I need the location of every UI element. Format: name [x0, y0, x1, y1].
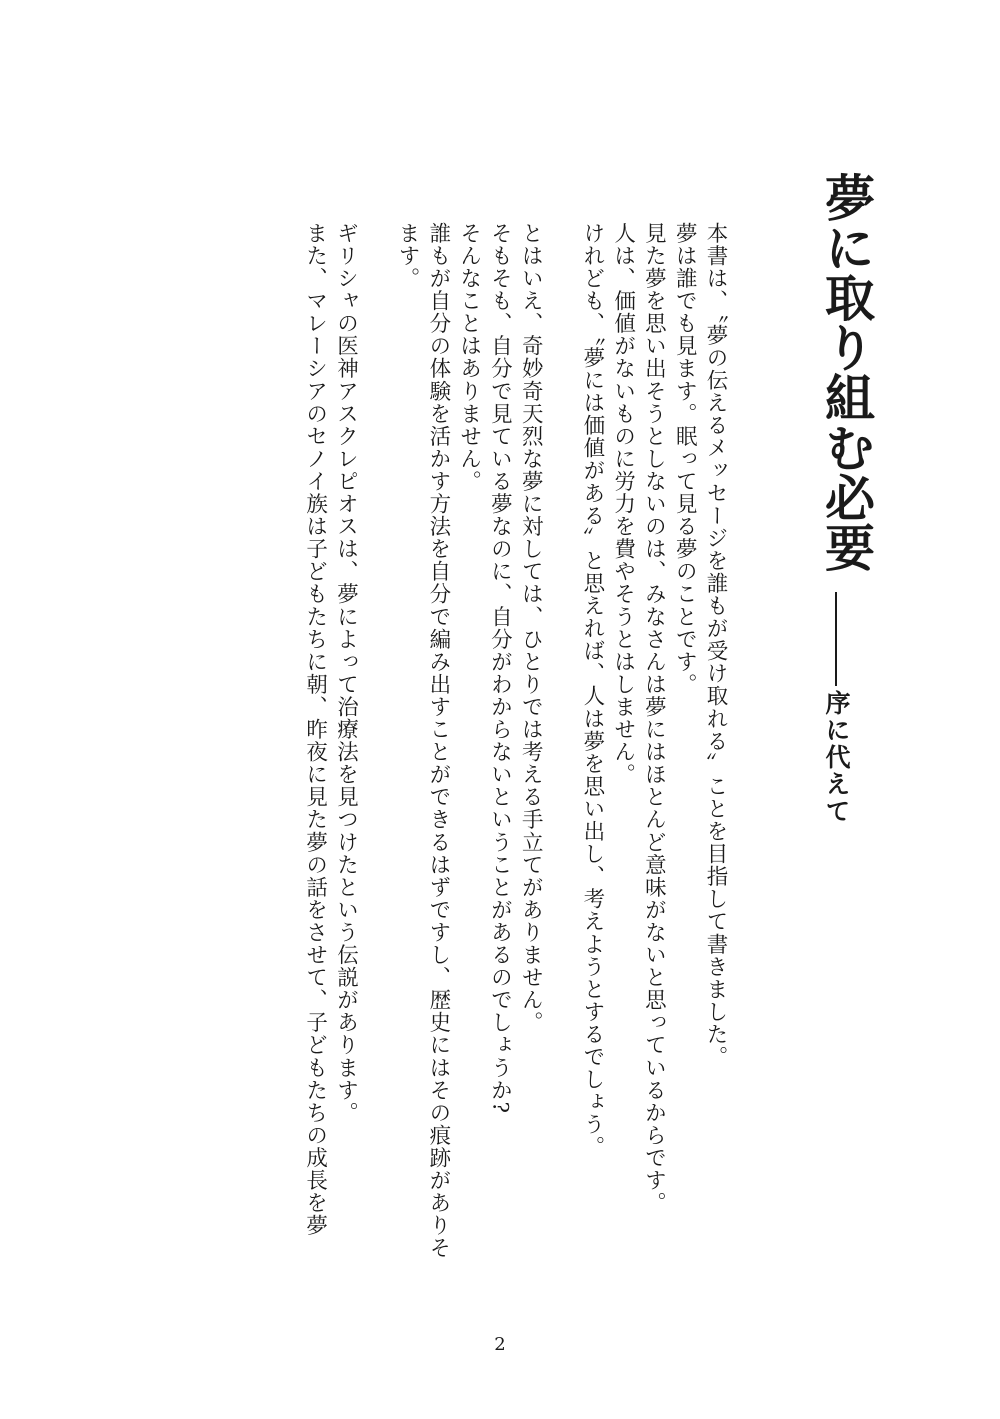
paragraph-4: 人は、価値がないものに労力を費やそうとはしません。	[610, 222, 636, 786]
subtitle-dash	[835, 592, 837, 686]
paragraph-5: けれども、〝夢には価値がある〟と思えれば、人は夢を思い出し、考えようとするでしょう。	[579, 222, 605, 1159]
paragraph-gap	[360, 222, 391, 1262]
paragraph-10: ギリシャの医神アスクレピオスは、夢によって治療法を見つけたという伝説があります。	[333, 222, 359, 1124]
subtitle: 序に代えて	[822, 690, 851, 825]
page-number: 2	[494, 1334, 506, 1355]
paragraph-2: 夢は誰でも見ます。眠って見る夢のことです。	[672, 222, 698, 696]
page-title: 夢に取り組む必要	[817, 172, 876, 572]
paragraph-8: そんなことはありません。	[456, 222, 482, 493]
paragraph-9: 誰もが自分の体験を活かす方法を自分で編み出すことができるはずですし、歴史にはその痕跡がありそます。	[395, 222, 451, 1260]
paragraph-gap	[545, 222, 576, 1262]
paragraph-7: そもそも、自分で見ている夢なのに、自分がわからないということがあるのでしょうか?	[487, 222, 513, 1115]
paragraph-1: 本書は、〝夢の伝えるメッセージを誰もが受け取れる〟ことを目指して書きました。	[703, 222, 728, 1069]
body-text	[299, 222, 730, 1262]
paragraph-6: とはいえ、奇妙奇天烈な夢に対しては、ひとりでは考える手立てがありません。	[518, 222, 544, 1034]
subtitle-block	[820, 592, 852, 825]
paragraph-3: 見た夢を思い出そうとしないのは、みなさんは夢にはほとんど意味がないと思っているからです。	[641, 222, 667, 1215]
paragraph-11: また、マレーシアのセノイ族は子どもたちに朝、昨夜に見た夢の話をさせて、子どもたちの成長を夢	[302, 222, 328, 1237]
